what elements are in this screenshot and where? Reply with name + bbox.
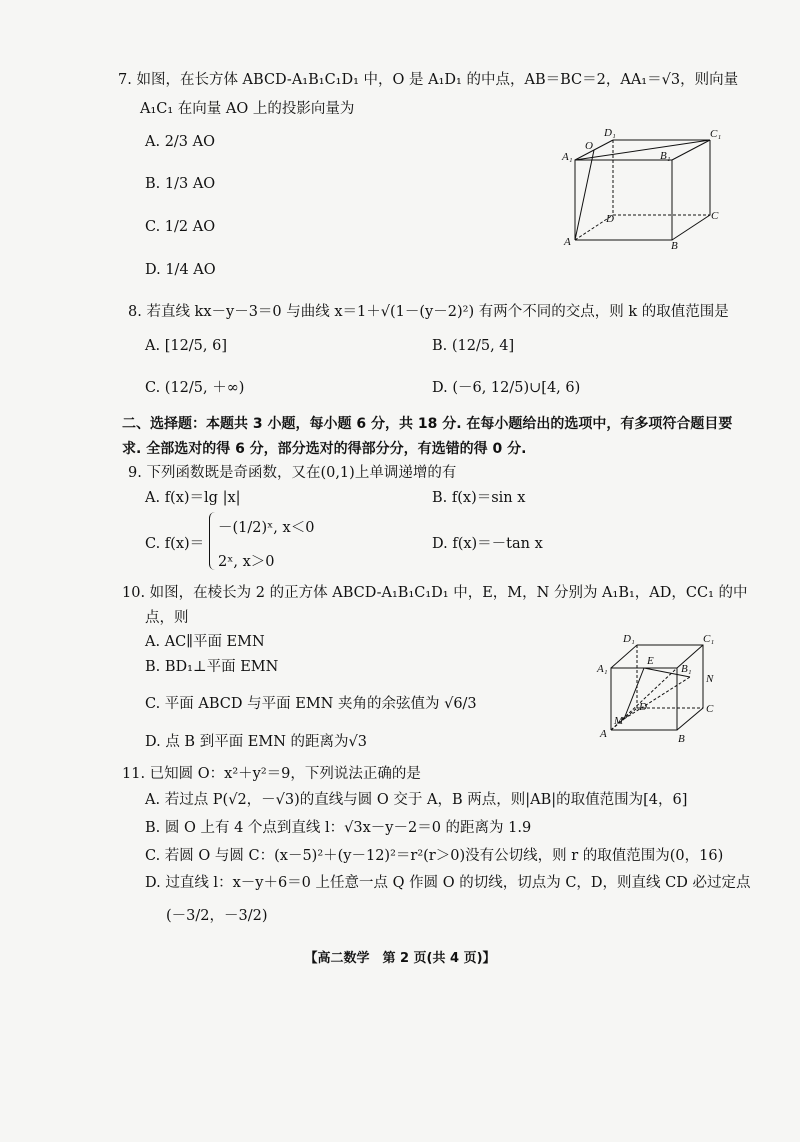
q7-stem-line1: 7. 如图，在长方体 ABCD-A₁B₁C₁D₁ 中，O 是 A₁D₁ 的中点，AB＝BC＝2，AA₁＝√3，则向量	[118, 72, 739, 88]
q7-label-c: C	[711, 210, 719, 222]
q9-option-a: A. f(x)＝lg |x|	[145, 490, 241, 506]
q8-stem: 8. 若直线 kx－y－3＝0 与曲线 x＝1＋√(1－(y－2)²) 有两个不同的交点，则 k 的取值范围是	[128, 304, 729, 320]
q7-option-a: A. 2/3 AO	[145, 134, 215, 150]
q8-option-a: A. [12/5, 6]	[145, 338, 228, 354]
q9-option-c-brace	[209, 512, 216, 570]
section2-heading-line2: 求. 全部选对的得 6 分，部分选对的得部分分，有选错的得 0 分.	[122, 441, 527, 457]
q7-label-c1: C₁	[710, 128, 722, 140]
q10-label-a1: A₁	[597, 663, 608, 675]
q7-label-d: D	[606, 213, 614, 225]
q10-label-b: B	[678, 733, 685, 745]
q7-label-b: B	[671, 240, 678, 252]
q10-option-d: D. 点 B 到平面 EMN 的距离为√3	[145, 734, 368, 750]
q11-option-c: C. 若圆 O 与圆 C：(x－5)²＋(y－12)²＝r²(r＞0)没有公切线，则 r 的取值范围为(0，16)	[145, 848, 724, 864]
q7-stem-line2: A₁C₁ 在向量 AO 上的投影向量为	[140, 101, 355, 117]
q11-option-d-point: (－3/2，－3/2)	[166, 908, 268, 924]
section2-heading-line1: 二、选择题：本题共 3 小题，每小题 6 分，共 18 分. 在每小题给出的选项中，有多项符合题目要	[122, 416, 733, 432]
q11-stem: 11. 已知圆 O：x²＋y²＝9，下列说法正确的是	[122, 766, 421, 782]
q10-option-b: B. BD₁⊥平面 EMN	[145, 659, 279, 675]
q10-label-n: N	[706, 673, 714, 685]
q7-label-o: O	[585, 140, 593, 152]
q7-label-a: A	[564, 236, 571, 248]
q9-stem: 9. 下列函数既是奇函数，又在(0,1)上单调递增的有	[128, 465, 457, 481]
q7-option-d: D. 1/4 AO	[145, 262, 216, 278]
q10-label-d: D	[639, 701, 647, 713]
q9-option-c-case2: 2ˣ, x＞0	[218, 554, 275, 570]
q10-label-c: C	[706, 703, 714, 715]
q11-option-a: A. 若过点 P(√2，－√3)的直线与圆 O 交于 A，B 两点，则|AB|的取值范围为[4，6]	[145, 792, 688, 808]
q9-option-d: D. f(x)＝－tan x	[432, 536, 543, 552]
q7-option-c: C. 1/2 AO	[145, 219, 216, 235]
q8-option-d: D. (－6, 12/5)∪[4, 6)	[432, 380, 581, 396]
q10-label-e: E	[647, 655, 654, 667]
q10-label-b1: B₁	[681, 663, 692, 675]
page-footer: 【高二数学 第 2 页(共 4 页)】	[304, 951, 496, 966]
q11-option-d: D. 过直线 l：x－y＋6＝0 上任意一点 Q 作圆 O 的切线，切点为 C，D，则直线 CD 必过定点	[145, 875, 751, 891]
q10-label-d1: D₁	[623, 633, 635, 645]
q10-cube-figure	[595, 630, 725, 748]
q10-option-a: A. AC∥平面 EMN	[145, 634, 265, 650]
q8-option-b: B. (12/5, 4]	[432, 338, 515, 354]
q10-label-a: A	[600, 728, 607, 740]
q9-option-c-case1: －(1/2)ˣ, x＜0	[218, 520, 315, 536]
q8-option-c: C. (12/5, ＋∞)	[145, 380, 245, 396]
q7-option-b: B. 1/3 AO	[145, 176, 216, 192]
q7-label-a1: A₁	[562, 151, 573, 163]
q9-option-b: B. f(x)＝sin x	[432, 490, 526, 506]
q7-label-b1: B₁	[660, 150, 671, 162]
q7-label-d1: D₁	[604, 127, 616, 139]
q9-option-c-prefix: C. f(x)＝	[145, 536, 205, 552]
q10-label-c1: C₁	[703, 633, 715, 645]
q10-stem-line1: 10. 如图，在棱长为 2 的正方体 ABCD-A₁B₁C₁D₁ 中，E，M，N 分别为 A₁B₁，AD，CC₁ 的中	[122, 585, 748, 601]
q10-label-m: M	[614, 715, 624, 727]
q10-option-c: C. 平面 ABCD 与平面 EMN 夹角的余弦值为 √6/3	[145, 696, 477, 712]
q10-stem-line2: 点，则	[145, 610, 189, 626]
q7-cuboid-figure	[560, 125, 720, 250]
q11-option-b: B. 圆 O 上有 4 个点到直线 l：√3x－y－2＝0 的距离为 1.9	[145, 820, 532, 836]
